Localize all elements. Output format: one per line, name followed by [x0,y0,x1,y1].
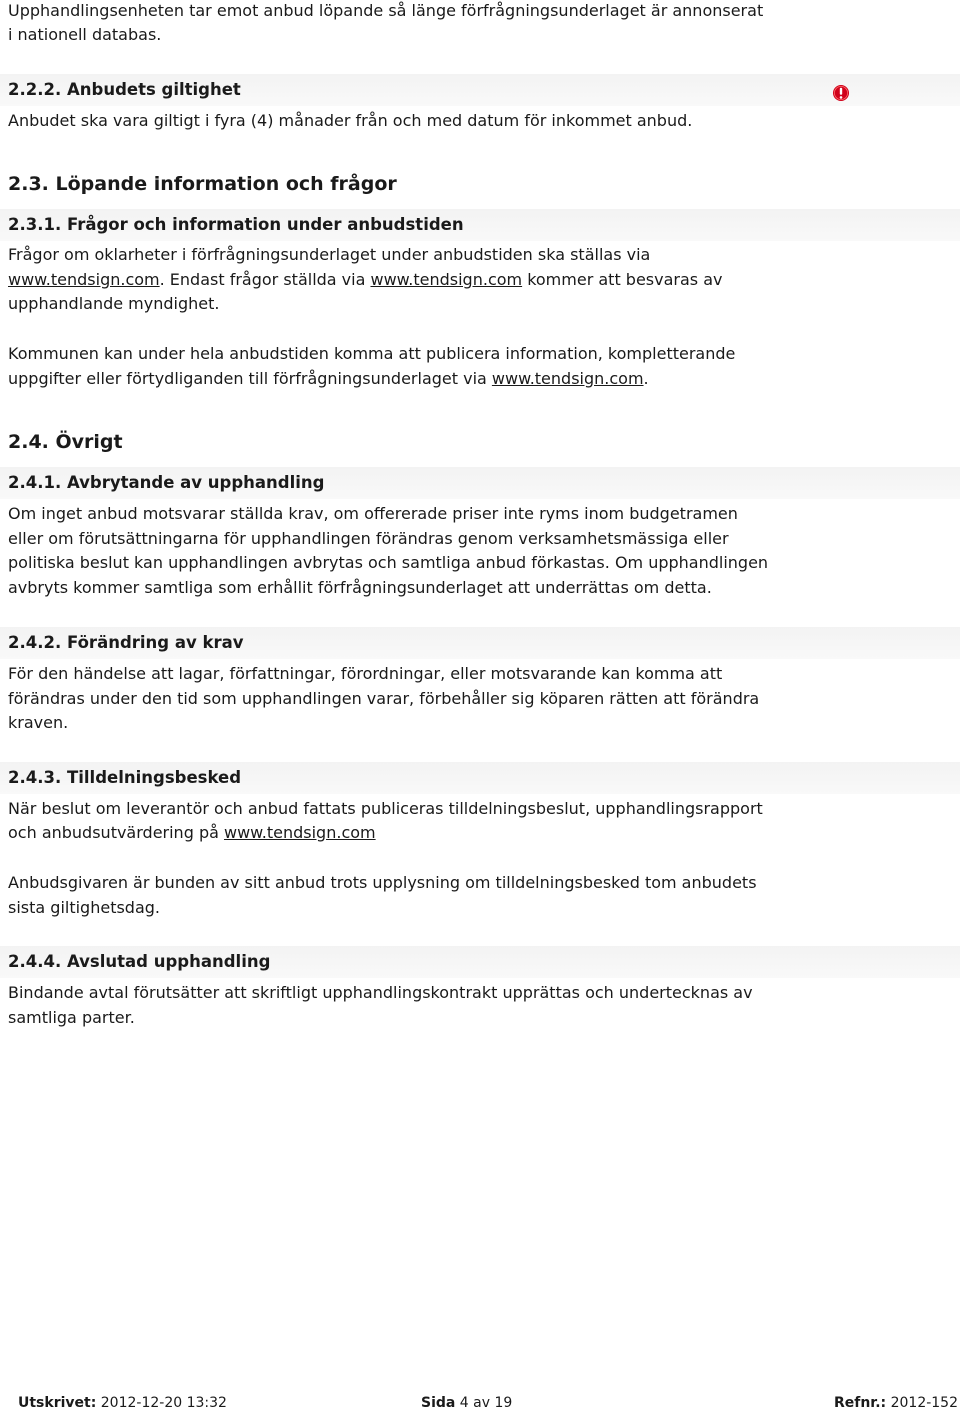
intro-line: i nationell databas. [8,25,162,44]
footer-page-value: 4 av 19 [455,1395,513,1411]
footer-page-label: Sida [421,1395,456,1411]
paragraph-line: För den händelse att lagar, författningar, förordningar, eller motsvarande kan komma att [8,664,723,683]
footer-printed [18,1395,227,1411]
footer-printed-label: Utskrivet: [18,1395,97,1411]
section-heading: 2.4.4. Avslutad upphandling [8,952,271,971]
footer-printed-value: 2012-12-20 13:32 [96,1395,227,1411]
paragraph-line: kraven. [8,713,69,732]
section-band [0,946,960,978]
paragraph-line: eller om förutsättningarna för upphandlingen förändras genom verksamhetsmässiga eller [8,529,729,548]
footer-page [421,1395,512,1411]
section-heading: 2.4.1. Avbrytande av upphandling [8,473,325,492]
paragraph: Anbudet ska vara giltigt i fyra (4) månader från och med datum för inkommet anbud. [8,111,693,130]
paragraph-text: kommer att besvaras av [522,270,723,289]
section-heading: 2.4.2. Förändring av krav [8,633,244,652]
paragraph-line: förändras under den tid som upphandlingen varar, förbehåller sig köparen rätten att förändra [8,689,760,708]
section-band [0,467,960,499]
section-heading: 2.4.3. Tilldelningsbesked [8,768,242,787]
paragraph-text: uppgifter eller förtydliganden till förfrågningsunderlaget via [8,369,492,388]
footer-ref [834,1395,958,1411]
paragraph-line [8,821,376,846]
section-band [0,627,960,659]
intro-line: Upphandlingsenheten tar emot anbud löpande så länge förfrågningsunderlaget är annonserat [8,1,764,20]
paragraph-line: När beslut om leverantör och anbud fattats publiceras tilldelningsbeslut, upphandlingsrapport [8,799,763,818]
section-band [0,209,960,241]
paragraph-line: Kommunen kan under hela anbudstiden komma att publicera information, kompletterande [8,344,736,363]
paragraph-text: och anbudsutvärdering på [8,823,224,842]
tendsign-link[interactable]: www.tendsign.com [370,270,523,289]
paragraph-line: politiska beslut kan upphandlingen avbrytas och samtliga anbud förkastas. Om upphandlingen [8,553,769,572]
paragraph-line: Frågor om oklarheter i förfrågningsunderlaget under anbudstiden ska ställas via [8,245,651,264]
tendsign-link[interactable]: www.tendsign.com [8,270,160,289]
paragraph-text: . Endast frågor ställda via [159,270,371,289]
section-band [0,762,960,794]
paragraph-line: avbryts kommer samtliga som erhållit förfrågningsunderlaget att underrättas om detta. [8,578,712,597]
paragraph-line: sista giltighetsdag. [8,898,160,917]
paragraph-line [8,268,722,293]
section-heading: 2.2.2. Anbudets giltighet [8,80,241,99]
tendsign-link[interactable]: www.tendsign.com [491,369,644,388]
paragraph-text: . [643,369,649,388]
footer-ref-label: Refnr.: [833,1395,887,1411]
tendsign-link[interactable]: www.tendsign.com [223,823,376,842]
paragraph-line: Anbudsgivaren är bunden av sitt anbud trots upplysning om tilldelningsbesked tom anbudets [8,873,757,892]
footer-ref-value: 2012-152 [886,1395,958,1411]
section-band [0,74,960,106]
section-heading: 2.4. Övrigt [8,431,123,453]
section-heading: 2.3.1. Frågor och information under anbudstiden [8,215,464,234]
paragraph-line: Bindande avtal förutsätter att skriftligt upphandlingskontrakt upprättas och undertecknas av [8,983,753,1002]
paragraph-line [8,367,649,392]
paragraph-line: Om inget anbud motsvarar ställda krav, om offererade priser inte ryms inom budgetramen [8,504,738,523]
paragraph-line: samtliga parter. [8,1008,135,1027]
section-heading: 2.3. Löpande information och frågor [8,173,397,195]
paragraph-line: upphandlande myndighet. [8,294,220,313]
exclamation-warning-icon [832,84,850,102]
